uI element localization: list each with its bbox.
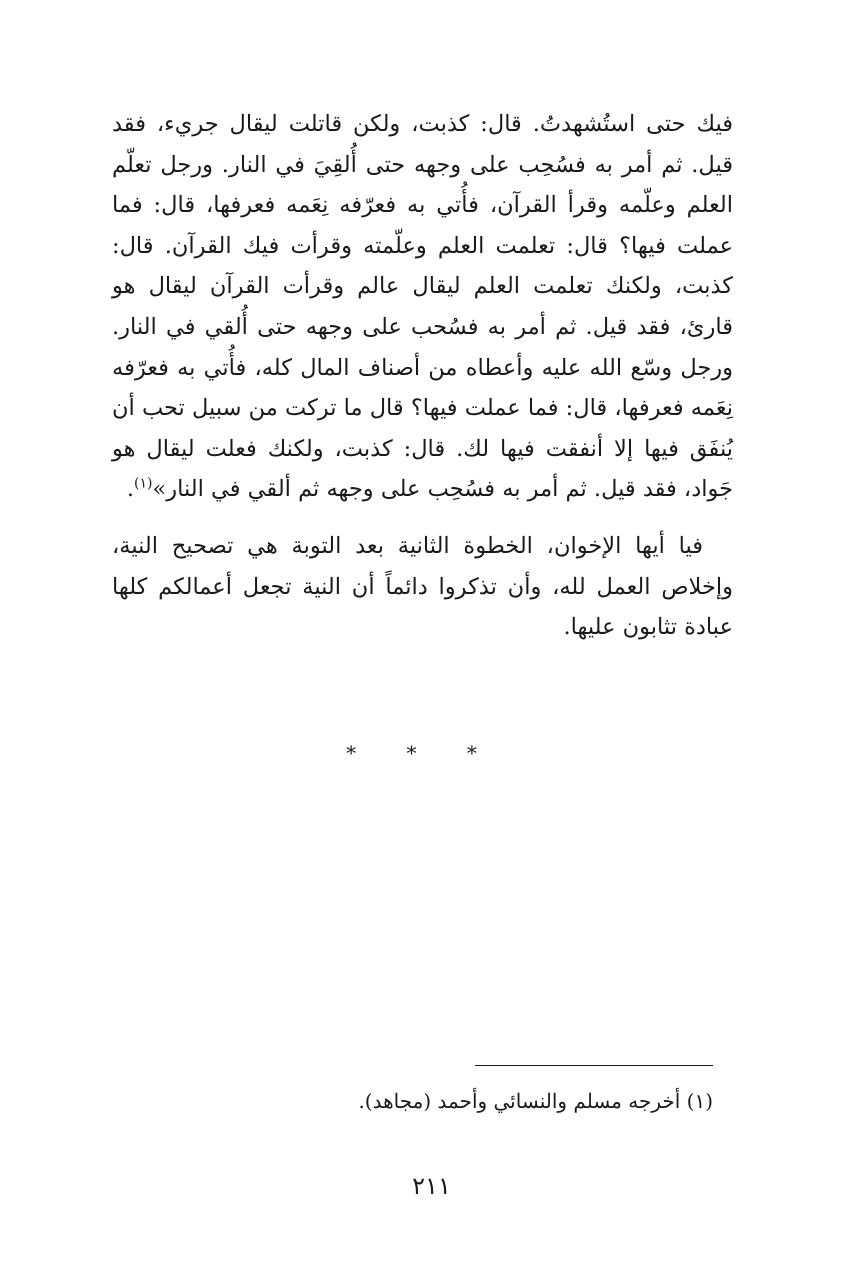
paragraph-end: . <box>126 476 135 503</box>
footnote-separator <box>475 1065 713 1066</box>
paragraph-text: فيك حتى استُشهدتُ. قال: كذبت، ولكن قاتلت ليقال جريء، فقد قيل. ثم أمر به فسُحِب على وجهه حتى أُلقِيَ في النار. ورجل تعلّم العلم وعلّمه وقرأ القرآن، فأُتي به فعرّفه نِعَمه فعرفها، قال: فما عملت فيها؟ قال: تعلمت العلم وعلّمته وقرأت فيك القرآن. قال: كذبت، ولكنك تعلمت العلم ليقال عالم وقرأت القرآن ليقال هو قارئ، فقد قيل. ثم أمر به فسُحب على وجهه حتى أُلقي في النار. ورجل وسّع الله عليه وأعطاه من أصناف المال كله، فأُتي به فعرّفه نِعَمه فعرفها، قال: فما عملت فيها؟ قال ما تركت من سبيل تحب أن يُنفَق فيها إلا أنفقت فيها لك. قال: كذبت، ولكنك فعلت ليقال هو جَواد، فقد قيل. ثم أمر به فسُحِب على وجهه ثم ألقي في النار» <box>112 111 733 503</box>
section-divider: * * * <box>346 741 499 765</box>
page-number: ٢١١ <box>412 1172 451 1200</box>
paragraph: فيا أيها الإخوان، الخطوة الثانية بعد التوبة هي تصحيح النية، وإخلاص العمل لله، وأن تذكروا دائماً أن النية تجعل أعمالكم كلها عبادة تثابون عليها. <box>112 532 733 641</box>
footnote: (١) أخرجه مسلم والنسائي وأحمد (مجاهد). <box>358 1089 713 1113</box>
body-text <box>112 104 733 648</box>
footnote-reference[interactable]: (١) <box>134 475 153 492</box>
paragraph <box>112 104 733 510</box>
